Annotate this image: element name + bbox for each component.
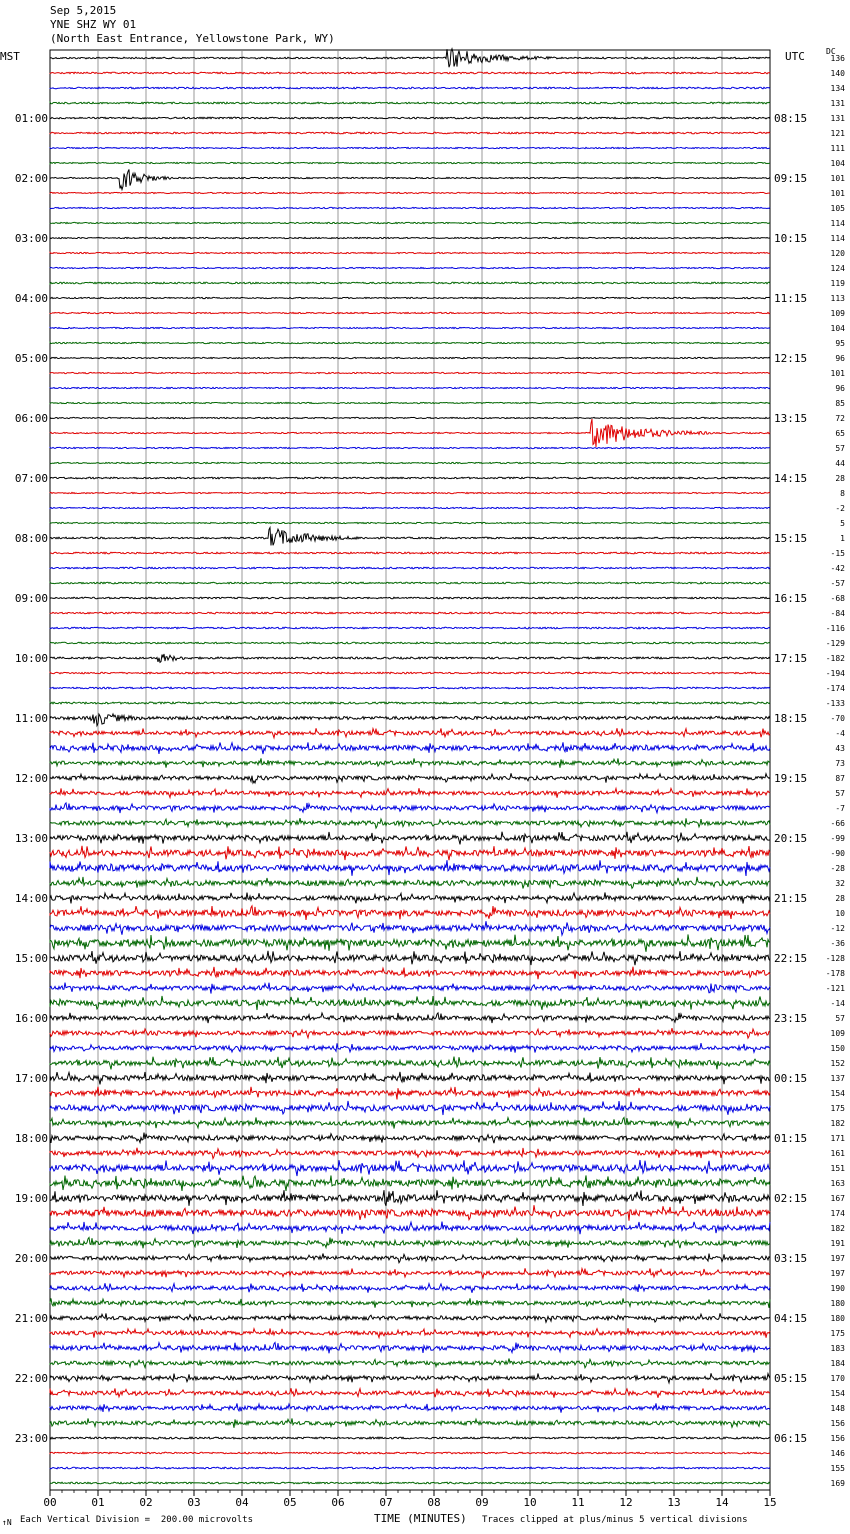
left-hour-label: 09:00 xyxy=(14,592,48,605)
trace-line xyxy=(50,507,770,508)
left-hour-label: 19:00 xyxy=(14,1192,48,1205)
dc-offset-label: -12 xyxy=(830,924,845,933)
dc-offset-label: 124 xyxy=(830,264,845,273)
dc-offset-label: -133 xyxy=(825,699,845,708)
right-hour-label: 09:15 xyxy=(774,172,808,185)
dc-offset-label: 43 xyxy=(835,744,845,753)
dc-offset-label: -194 xyxy=(825,669,845,678)
left-hour-label: 22:00 xyxy=(14,1372,48,1385)
dc-offset-label: 73 xyxy=(835,759,845,768)
dc-offset-label: 131 xyxy=(830,99,845,108)
trace-line xyxy=(50,1283,770,1293)
left-hour-label: 11:00 xyxy=(14,712,48,725)
right-hour-label: 05:15 xyxy=(774,1372,808,1385)
dc-offset-label: 151 xyxy=(830,1164,845,1173)
dc-offset-label: -7 xyxy=(835,804,845,813)
dc-offset-label: 96 xyxy=(835,354,845,363)
trace-line xyxy=(50,237,770,238)
left-hour-label: 02:00 xyxy=(14,172,48,185)
trace-line xyxy=(50,1388,770,1398)
trace-line xyxy=(50,372,770,373)
trace-line xyxy=(50,169,770,189)
dc-offset-label: 101 xyxy=(830,369,845,378)
right-hour-label: 21:15 xyxy=(774,892,808,905)
trace-line xyxy=(50,1482,770,1484)
station-location: (North East Entrance, Yellowstone Park, WY) xyxy=(50,32,335,45)
dc-offset-label: 156 xyxy=(830,1419,845,1428)
dc-offset-label: 197 xyxy=(830,1269,845,1278)
left-hour-label: 14:00 xyxy=(14,892,48,905)
left-hour-label: 08:00 xyxy=(14,532,48,545)
dc-offset-label: 114 xyxy=(830,219,845,228)
trace-line xyxy=(50,567,770,569)
dc-offset-label: 114 xyxy=(830,234,845,243)
dc-offset-label: -4 xyxy=(835,729,845,738)
x-tick-label: 15 xyxy=(763,1496,777,1509)
right-hour-label: 00:15 xyxy=(774,1072,808,1085)
left-hour-label: 10:00 xyxy=(14,652,48,665)
trace-line xyxy=(50,860,770,876)
dc-offset-label: 111 xyxy=(830,144,845,153)
dc-offset-label: 174 xyxy=(830,1209,845,1218)
dc-offset-label: 140 xyxy=(830,69,845,78)
trace-line xyxy=(50,132,770,134)
dc-offset-label: -116 xyxy=(825,624,845,633)
dc-offset-label: 170 xyxy=(830,1374,845,1383)
trace-line xyxy=(50,252,770,253)
trace-line xyxy=(50,714,770,726)
right-hour-label: 08:15 xyxy=(774,112,808,125)
dc-offset-label: 101 xyxy=(830,174,845,183)
x-tick-label: 06 xyxy=(331,1496,345,1509)
dc-offset-label: -90 xyxy=(830,849,845,858)
dc-offset-label: -129 xyxy=(825,639,845,648)
north-marker: ↑N xyxy=(2,1518,12,1527)
trace-line xyxy=(50,1373,770,1383)
dc-offset-label: 131 xyxy=(830,114,845,123)
dc-offset-label: 119 xyxy=(830,279,845,288)
trace-line xyxy=(50,1175,770,1191)
trace-line xyxy=(50,49,770,67)
dc-offset-label: 146 xyxy=(830,1449,845,1458)
trace-line xyxy=(50,528,770,546)
trace-line xyxy=(50,1467,770,1469)
trace-line xyxy=(50,1133,770,1144)
dc-offset-label: 136 xyxy=(830,54,845,63)
trace-line xyxy=(50,846,770,860)
trace-line xyxy=(50,522,770,523)
x-tick-label: 12 xyxy=(619,1496,633,1509)
trace-line xyxy=(50,788,770,798)
right-hour-label: 11:15 xyxy=(774,292,808,305)
left-hour-label: 16:00 xyxy=(14,1012,48,1025)
trace-line xyxy=(50,1328,770,1338)
trace-line xyxy=(50,728,770,738)
dc-offset-label: 113 xyxy=(830,294,845,303)
right-hour-label: 04:15 xyxy=(774,1312,808,1325)
x-tick-label: 14 xyxy=(715,1496,729,1509)
dc-offset-label: 101 xyxy=(830,189,845,198)
right-hour-label: 19:15 xyxy=(774,772,808,785)
trace-line xyxy=(50,417,770,418)
dc-offset-label: 180 xyxy=(830,1314,845,1323)
dc-offset-label: 85 xyxy=(835,399,845,408)
dc-offset-label: -68 xyxy=(830,594,845,603)
trace-line xyxy=(50,597,770,599)
trace-line xyxy=(50,1452,770,1454)
left-timezone-label: MST xyxy=(0,50,20,63)
trace-line xyxy=(50,162,770,163)
trace-line xyxy=(50,1359,770,1368)
trace-line xyxy=(50,387,770,388)
trace-line xyxy=(50,102,770,104)
trace-line xyxy=(50,921,770,935)
dc-offset-label: 65 xyxy=(835,429,845,438)
trace-line xyxy=(50,357,770,358)
trace-line xyxy=(50,297,770,298)
trace-line xyxy=(50,192,770,193)
trace-line xyxy=(50,1437,770,1439)
dc-offset-label: 150 xyxy=(830,1044,845,1053)
dc-offset-label: -2 xyxy=(835,504,845,513)
right-hour-label: 16:15 xyxy=(774,592,808,605)
dc-offset-label: 137 xyxy=(830,1074,845,1083)
dc-offset-label: -84 xyxy=(830,609,845,618)
left-hour-label: 12:00 xyxy=(14,772,48,785)
trace-line xyxy=(50,462,770,463)
trace-line xyxy=(50,967,770,980)
dc-offset-label: 109 xyxy=(830,309,845,318)
trace-line xyxy=(50,1013,770,1023)
trace-line xyxy=(50,1190,770,1206)
left-hour-label: 05:00 xyxy=(14,352,48,365)
dc-offset-label: 180 xyxy=(830,1299,845,1308)
dc-offset-label: -128 xyxy=(825,954,845,963)
dc-offset-label: 57 xyxy=(835,789,845,798)
dc-offset-label: 190 xyxy=(830,1284,845,1293)
trace-line xyxy=(50,117,770,119)
right-hour-label: 22:15 xyxy=(774,952,808,965)
dc-offset-label: 95 xyxy=(835,339,845,348)
dc-offset-label: 120 xyxy=(830,249,845,258)
dc-offset-label: 1 xyxy=(840,534,845,543)
right-hour-label: 13:15 xyxy=(774,412,808,425)
trace-line xyxy=(50,419,770,447)
trace-line xyxy=(50,282,770,284)
right-timezone-label: UTC xyxy=(785,50,805,63)
trace-line xyxy=(50,1148,770,1159)
right-hour-label: 06:15 xyxy=(774,1432,808,1445)
scale-note: Each Vertical Division = 200.00 microvolts xyxy=(20,1515,253,1525)
dc-offset-label: 171 xyxy=(830,1134,845,1143)
dc-offset-label: 175 xyxy=(830,1104,845,1113)
right-hour-label: 15:15 xyxy=(774,532,808,545)
dc-offset-label: 28 xyxy=(835,894,845,903)
trace-line xyxy=(50,87,770,89)
left-hour-label: 03:00 xyxy=(14,232,48,245)
dc-offset-label: -70 xyxy=(830,714,845,723)
clip-note: Traces clipped at plus/minus 5 vertical divisions xyxy=(482,1515,748,1525)
trace-line xyxy=(50,1238,770,1249)
right-hour-label: 17:15 xyxy=(774,652,808,665)
trace-line xyxy=(50,934,770,951)
trace-line xyxy=(50,1087,770,1100)
trace-line xyxy=(50,1028,770,1038)
dc-offset-label: 163 xyxy=(830,1179,845,1188)
right-hour-label: 10:15 xyxy=(774,232,808,245)
x-tick-label: 03 xyxy=(187,1496,201,1509)
dc-offset-label: -178 xyxy=(825,969,845,978)
trace-line xyxy=(50,803,770,813)
left-hour-label: 21:00 xyxy=(14,1312,48,1325)
trace-line xyxy=(50,447,770,448)
trace-line xyxy=(50,492,770,493)
dc-column-label: DC xyxy=(826,47,836,56)
x-tick-label: 10 xyxy=(523,1496,537,1509)
left-hour-label: 01:00 xyxy=(14,112,48,125)
dc-offset-label: -99 xyxy=(830,834,845,843)
trace-line xyxy=(50,1072,770,1085)
right-hour-label: 18:15 xyxy=(774,712,808,725)
x-tick-label: 07 xyxy=(379,1496,393,1509)
dc-offset-label: 32 xyxy=(835,879,845,888)
right-hour-label: 14:15 xyxy=(774,472,808,485)
dc-offset-label: 105 xyxy=(830,204,845,213)
left-hour-label: 07:00 xyxy=(14,472,48,485)
x-tick-label: 08 xyxy=(427,1496,441,1509)
dc-offset-label: -36 xyxy=(830,939,845,948)
trace-line xyxy=(50,758,770,768)
dc-offset-label: -57 xyxy=(830,579,845,588)
left-hour-label: 17:00 xyxy=(14,1072,48,1085)
trace-line xyxy=(50,672,770,674)
dc-offset-label: 154 xyxy=(830,1389,845,1398)
trace-line xyxy=(50,983,770,994)
trace-line xyxy=(50,612,770,614)
trace-line xyxy=(50,1057,770,1070)
dc-offset-label: 183 xyxy=(830,1344,845,1353)
dc-offset-label: 44 xyxy=(835,459,845,468)
trace-line xyxy=(50,402,770,403)
trace-line xyxy=(50,773,770,783)
dc-offset-label: 109 xyxy=(830,1029,845,1038)
trace-line xyxy=(50,1117,770,1128)
left-hour-label: 23:00 xyxy=(14,1432,48,1445)
dc-offset-label: 167 xyxy=(830,1194,845,1203)
trace-line xyxy=(50,1043,770,1053)
trace-line xyxy=(50,627,770,629)
dc-offset-label: 155 xyxy=(830,1464,845,1473)
left-hour-label: 15:00 xyxy=(14,952,48,965)
trace-line xyxy=(50,702,770,704)
trace-line xyxy=(50,996,770,1010)
dc-offset-label: 182 xyxy=(830,1224,845,1233)
trace-line xyxy=(50,1418,770,1427)
trace-line xyxy=(50,72,770,74)
right-hour-label: 03:15 xyxy=(774,1252,808,1265)
trace-line xyxy=(50,222,770,223)
right-hour-label: 02:15 xyxy=(774,1192,808,1205)
dc-offset-label: 148 xyxy=(830,1404,845,1413)
x-tick-label: 05 xyxy=(283,1496,297,1509)
dc-offset-label: -14 xyxy=(830,999,845,1008)
dc-offset-label: 57 xyxy=(835,1014,845,1023)
trace-line xyxy=(50,312,770,313)
station-code: YNE SHZ WY 01 xyxy=(50,18,137,31)
trace-line xyxy=(50,1254,770,1263)
trace-line xyxy=(50,1101,770,1115)
trace-line xyxy=(50,327,770,328)
left-hour-label: 04:00 xyxy=(14,292,48,305)
x-tick-label: 13 xyxy=(667,1496,681,1509)
x-tick-label: 11 xyxy=(571,1496,585,1509)
x-axis-title: TIME (MINUTES) xyxy=(374,1512,467,1525)
trace-line xyxy=(50,1343,770,1354)
left-hour-label: 13:00 xyxy=(14,832,48,845)
chart-date: Sep 5,2015 xyxy=(50,4,117,17)
trace-line xyxy=(50,951,770,965)
x-tick-label: 01 xyxy=(91,1496,105,1509)
trace-line xyxy=(50,1298,770,1308)
dc-offset-label: -28 xyxy=(830,864,845,873)
dc-offset-label: 104 xyxy=(830,324,845,333)
dc-offset-label: 197 xyxy=(830,1254,845,1263)
trace-line xyxy=(50,654,770,662)
dc-offset-label: 72 xyxy=(835,414,845,423)
dc-offset-label: 28 xyxy=(835,474,845,483)
trace-line xyxy=(50,906,770,920)
right-hour-label: 23:15 xyxy=(774,1012,808,1025)
dc-offset-label: 152 xyxy=(830,1059,845,1068)
dc-offset-label: 10 xyxy=(835,909,845,918)
dc-offset-label: -15 xyxy=(830,549,845,558)
trace-line xyxy=(50,877,770,889)
dc-offset-label: 96 xyxy=(835,384,845,393)
left-hour-label: 18:00 xyxy=(14,1132,48,1145)
dc-offset-label: 121 xyxy=(830,129,845,138)
trace-line xyxy=(50,552,770,554)
x-tick-label: 04 xyxy=(235,1496,249,1509)
trace-line xyxy=(50,687,770,689)
trace-line xyxy=(50,642,770,644)
dc-offset-label: -182 xyxy=(825,654,845,663)
dc-offset-label: 104 xyxy=(830,159,845,168)
x-tick-label: 09 xyxy=(475,1496,489,1509)
trace-line xyxy=(50,1268,770,1278)
trace-line xyxy=(50,267,770,268)
dc-offset-label: 154 xyxy=(830,1089,845,1098)
left-hour-label: 06:00 xyxy=(14,412,48,425)
x-tick-label: 02 xyxy=(139,1496,153,1509)
trace-line xyxy=(50,147,770,148)
dc-offset-label: -174 xyxy=(825,684,845,693)
trace-line xyxy=(50,1403,770,1412)
dc-offset-label: -66 xyxy=(830,819,845,828)
left-hour-label: 20:00 xyxy=(14,1252,48,1265)
right-hour-label: 01:15 xyxy=(774,1132,808,1145)
trace-line xyxy=(50,1205,770,1221)
trace-line xyxy=(50,1160,770,1176)
trace-line xyxy=(50,207,770,208)
trace-line xyxy=(50,477,770,479)
dc-offset-label: 57 xyxy=(835,444,845,453)
dc-offset-label: 8 xyxy=(840,489,845,498)
dc-offset-label: 87 xyxy=(835,774,845,783)
trace-line xyxy=(50,892,770,903)
dc-offset-label: 156 xyxy=(830,1434,845,1443)
trace-line xyxy=(50,1222,770,1235)
dc-offset-label: 182 xyxy=(830,1119,845,1128)
dc-offset-label: 5 xyxy=(840,519,845,528)
trace-line xyxy=(50,582,770,584)
dc-offset-label: 134 xyxy=(830,84,845,93)
x-tick-label: 00 xyxy=(43,1496,57,1509)
dc-offset-label: 184 xyxy=(830,1359,845,1368)
dc-offset-label: -42 xyxy=(830,564,845,573)
trace-line xyxy=(50,832,770,845)
right-hour-label: 20:15 xyxy=(774,832,808,845)
dc-offset-label: 191 xyxy=(830,1239,845,1248)
dc-offset-label: -121 xyxy=(825,984,845,993)
dc-offset-label: 175 xyxy=(830,1329,845,1338)
trace-line xyxy=(50,818,770,828)
trace-line xyxy=(50,342,770,343)
dc-offset-label: 169 xyxy=(830,1479,845,1488)
right-hour-label: 12:15 xyxy=(774,352,808,365)
trace-line xyxy=(50,1313,770,1322)
trace-line xyxy=(50,742,770,754)
dc-offset-label: 161 xyxy=(830,1149,845,1158)
